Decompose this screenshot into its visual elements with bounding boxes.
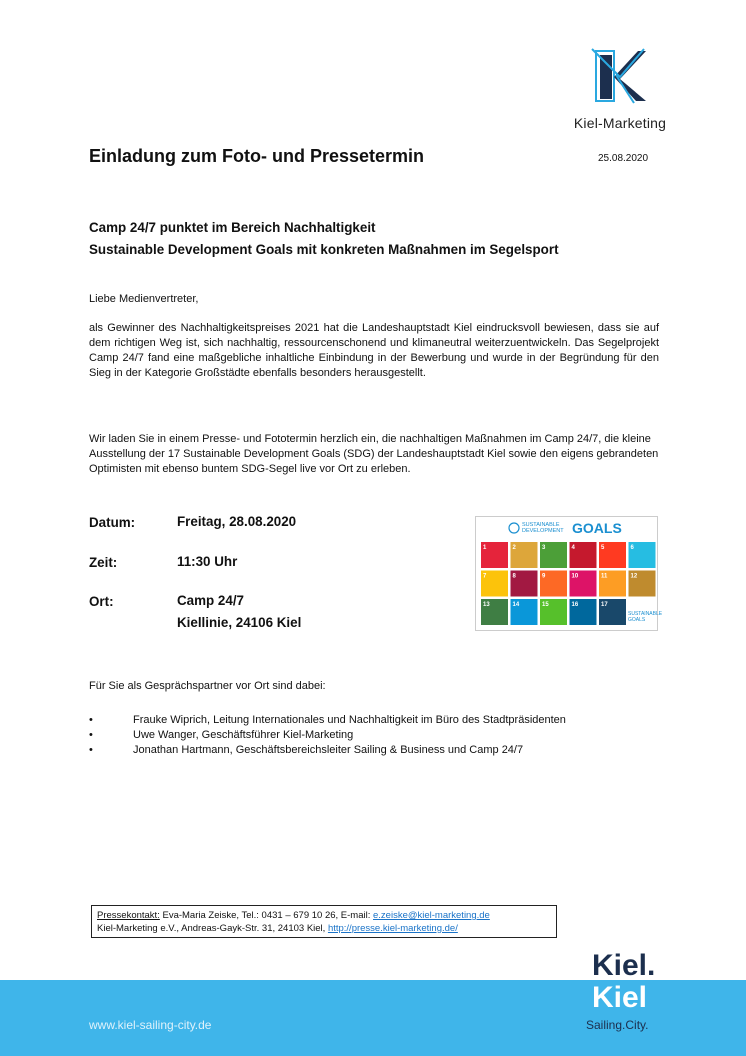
- sdg-tile-number: 3: [542, 545, 546, 551]
- sdg-tile-number: 4: [571, 545, 575, 551]
- place-line2: Kiellinie, 24106 Kiel: [177, 615, 302, 630]
- sdg-tile-number: 9: [542, 573, 546, 580]
- sdg-tile-number: 1: [483, 545, 487, 551]
- sdg-tile-number: 2: [512, 545, 516, 551]
- subheadline-line2: Sustainable Development Goals mit konkreten Maßnahmen im Segelsport: [89, 242, 559, 257]
- footer-url: www.kiel-sailing-city.de: [89, 1018, 212, 1032]
- sdg-tile-number: 13: [483, 602, 490, 608]
- sdg-tile-number: 11: [601, 573, 608, 580]
- sdg-tile-number: 14: [512, 602, 520, 608]
- logo-text: Kiel-Marketing: [573, 115, 667, 131]
- list-item: • Uwe Wanger, Geschäftsführer Kiel-Marketing: [89, 728, 566, 743]
- press-url-link[interactable]: http://presse.kiel-marketing.de/: [327, 923, 458, 934]
- un-emblem-icon: [509, 523, 519, 533]
- place-label: Ort:: [89, 594, 114, 609]
- date-value: Freitag, 28.08.2020: [177, 514, 297, 529]
- sdg-tile-number: 6: [630, 545, 634, 551]
- svg-text:SUSTAINABLE: SUSTAINABLE: [628, 611, 663, 617]
- subheadline-line1: Camp 24/7 punktet im Bereich Nachhaltigkeit: [89, 220, 376, 235]
- sdg-tile-number: 16: [571, 602, 579, 608]
- sdg-tile-number: 8: [512, 573, 516, 580]
- kiel-logo-top: Kiel.: [592, 949, 656, 982]
- participants-list: [89, 713, 566, 758]
- sdg-tile-number: 5: [601, 545, 605, 551]
- participants-intro: Für Sie als Gesprächspartner vor Ort sind dabei:: [89, 680, 326, 692]
- sdg-tile-number: 12: [630, 573, 638, 580]
- sdg-header-right: GOALS: [572, 520, 622, 536]
- kiel-marketing-logo-icon: [590, 47, 648, 105]
- email-link[interactable]: e.zeiske@kiel-marketing.de: [373, 910, 490, 921]
- subheadline: [89, 217, 559, 261]
- page-title: Einladung zum Foto- und Pressetermin: [89, 146, 425, 166]
- kiel-logo-bottom: Kiel: [592, 981, 648, 1014]
- press-contact-box: [91, 905, 557, 938]
- footer-tagline: Sailing.City.: [586, 1018, 649, 1032]
- sdg-goals-image: [475, 516, 663, 631]
- paragraph-2: Wir laden Sie in einem Presse- und Fototermin herzlich ein, die nachhaltigen Maßnahmen im Camp 24/7, die kleine Ausstellung der 17 Sustainable Development Goals (SDG) der Landeshauptstadt Kiel sowie den eigens gebrandeten Optimisten mit ebenso buntem SDG-Segel live vor Ort zu erleben.: [89, 433, 659, 475]
- sdg-tile-number: 17: [601, 602, 608, 608]
- sdg-header-left: SUSTAINABLE: [522, 522, 560, 528]
- sdg-tile-number: 7: [483, 573, 487, 580]
- sdg-goals-graphic: [476, 517, 663, 630]
- svg-text:GOALS: GOALS: [628, 617, 646, 623]
- press-contact-line2: Kiel-Marketing e.V., Andreas-Gayk-Str. 31, 24103 Kiel,: [97, 923, 328, 934]
- sdg-tile-number: 15: [542, 602, 549, 608]
- press-contact-label: Pressekontakt:: [97, 910, 160, 921]
- date-label: Datum:: [89, 515, 136, 530]
- time-value: 11:30 Uhr: [177, 554, 238, 569]
- greeting: Liebe Medienvertreter,: [89, 293, 199, 305]
- time-label: Zeit:: [89, 555, 118, 570]
- paragraph-1: als Gewinner des Nachhaltigkeitspreises 2021 hat die Landeshauptstadt Kiel eindrucksvoll bewiesen, dass sie auf dem richtigen Weg ist, sich nachhaltig, ressourcenschonend und klimaneutral weiterzuentwickeln. Das Segelprojekt Camp 24/7 fand eine maßgebliche inhaltliche Einbindung in der Bewerbung und wurde in der Begründung für den Sieg in der Kategorie Großstädte ebenfalls besonders herausgestellt.: [89, 322, 659, 379]
- sdg-header-left2: DEVELOPMENT: [522, 528, 564, 534]
- list-item: • Frauke Wiprich, Leitung Internationales und Nachhaltigkeit im Büro des Stadtpräsidenten: [89, 713, 566, 728]
- sdg-tile-number: 10: [571, 573, 579, 580]
- document-date: 25.08.2020: [598, 153, 649, 164]
- place-line1: Camp 24/7: [177, 593, 244, 608]
- place-value: [177, 590, 301, 634]
- list-item: • Jonathan Hartmann, Geschäftsbereichsleiter Sailing & Business und Camp 24/7: [89, 743, 566, 758]
- press-contact-line1: Eva-Maria Zeiske, Tel.: 0431 – 679 10 26, E-mail:: [159, 910, 373, 921]
